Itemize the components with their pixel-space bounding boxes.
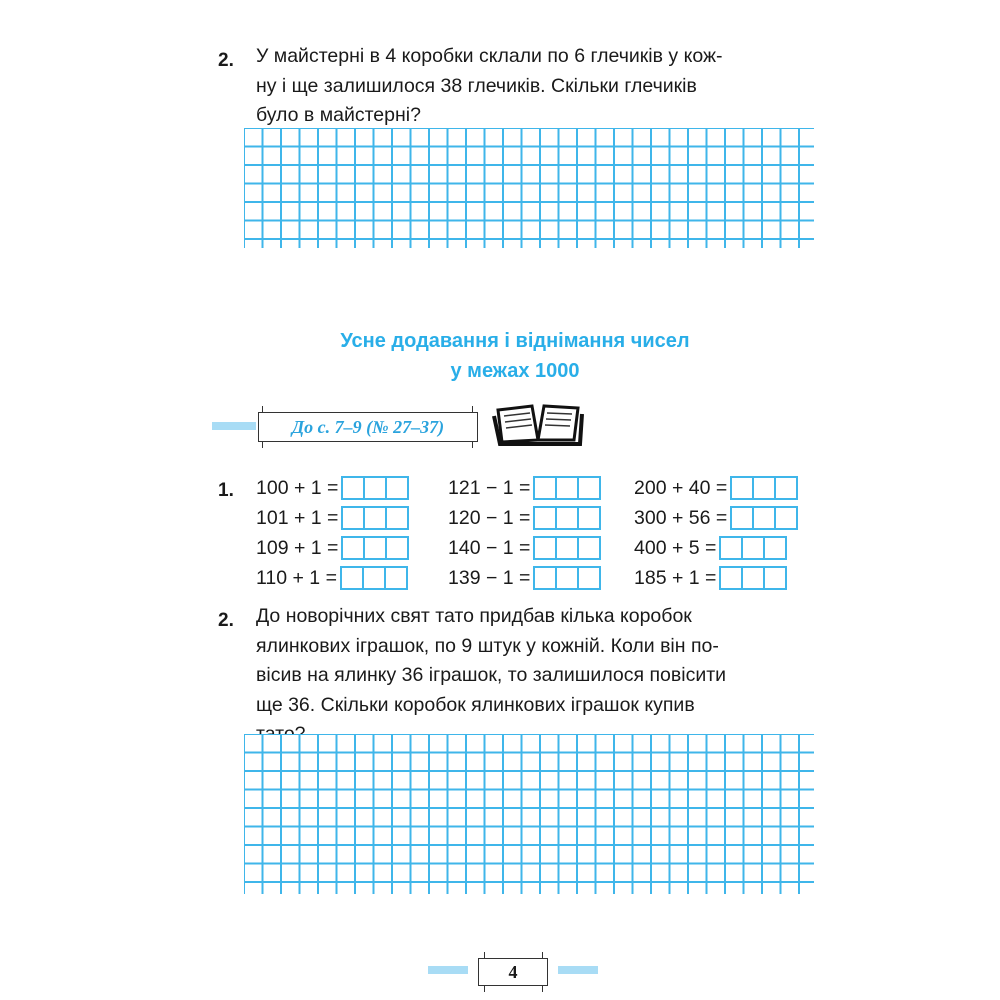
task-number: 2.: [218, 50, 234, 71]
page-number: 4: [508, 961, 518, 982]
task-line: ну і ще залишилося 38 глечиків. Скільки глечиків: [256, 74, 697, 97]
footer-bar-right: [558, 966, 598, 974]
task-number: 2.: [218, 610, 234, 631]
task-line: У майстерні в 4 коробки склали по 6 глечиків у кож-: [256, 45, 723, 67]
ruler-tick: [472, 442, 473, 448]
task-number: 1.: [218, 480, 234, 501]
exercise: [256, 566, 408, 590]
answer-boxes[interactable]: [533, 506, 601, 530]
task-line: До новорічних свят тато придбав кілька коробок: [256, 605, 692, 627]
ruler-tick: [472, 406, 473, 412]
exercise: [448, 536, 601, 560]
exercise: [448, 566, 601, 590]
exercise: [256, 506, 409, 530]
exercise: [634, 536, 787, 560]
task-text: [256, 602, 812, 750]
answer-boxes[interactable]: [730, 476, 798, 500]
answer-grid[interactable]: [244, 734, 814, 894]
expression: 120 − 1 =: [448, 506, 531, 529]
exercise: [634, 476, 798, 500]
footer-bar-left: [428, 966, 468, 974]
expression: 185 + 1 =: [634, 566, 717, 589]
page-number-box: [478, 958, 548, 986]
answer-boxes[interactable]: [341, 476, 409, 500]
answer-boxes[interactable]: [533, 536, 601, 560]
exercise: [448, 506, 601, 530]
exercise: [256, 476, 409, 500]
expression: 200 + 40 =: [634, 476, 728, 499]
answer-boxes[interactable]: [719, 566, 787, 590]
answer-boxes[interactable]: [533, 566, 601, 590]
ruler-tick: [484, 952, 485, 958]
expression: 121 − 1 =: [448, 476, 531, 499]
textbook-reference-text: До с. 7–9 (№ 27–37): [291, 416, 445, 437]
expression: 101 + 1 =: [256, 506, 339, 529]
expression: 140 − 1 =: [448, 536, 531, 559]
textbook-reference: [258, 412, 478, 442]
answer-boxes[interactable]: [340, 566, 408, 590]
reference-bar: [212, 422, 256, 430]
ruler-tick: [262, 406, 263, 412]
answer-boxes[interactable]: [719, 536, 787, 560]
answer-boxes[interactable]: [533, 476, 601, 500]
task-line: ялинкових іграшок, по 9 штук у кожній. Коли він по-: [256, 634, 719, 657]
answer-boxes[interactable]: [341, 536, 409, 560]
open-book-icon: [492, 400, 584, 446]
exercise: [448, 476, 601, 500]
expression: 100 + 1 =: [256, 476, 339, 499]
task-line: було в майстерні?: [256, 104, 421, 126]
expression: 400 + 5 =: [634, 536, 717, 559]
ruler-tick: [542, 986, 543, 992]
answer-boxes[interactable]: [341, 506, 409, 530]
section-title-line: Усне додавання і віднімання чисел: [340, 330, 690, 352]
ruler-tick: [542, 952, 543, 958]
ruler-tick: [484, 986, 485, 992]
ruler-tick: [262, 442, 263, 448]
expression: 300 + 56 =: [634, 506, 728, 529]
expression: 110 + 1 =: [256, 566, 337, 589]
expression: 139 − 1 =: [448, 566, 531, 589]
answer-boxes[interactable]: [730, 506, 798, 530]
task-line: ще 36. Скільки коробок ялинкових іграшок купив: [256, 693, 695, 716]
exercise: [634, 566, 787, 590]
answer-grid[interactable]: [244, 128, 814, 248]
section-title-line: у межах 1000: [450, 360, 580, 382]
task-line: вісив на ялинку 36 іграшок, то залишилося повісити: [256, 664, 727, 686]
expression: 109 + 1 =: [256, 536, 339, 559]
exercise: [634, 506, 798, 530]
exercise: [256, 536, 409, 560]
section-title: [200, 326, 830, 386]
task-text: [256, 42, 812, 131]
